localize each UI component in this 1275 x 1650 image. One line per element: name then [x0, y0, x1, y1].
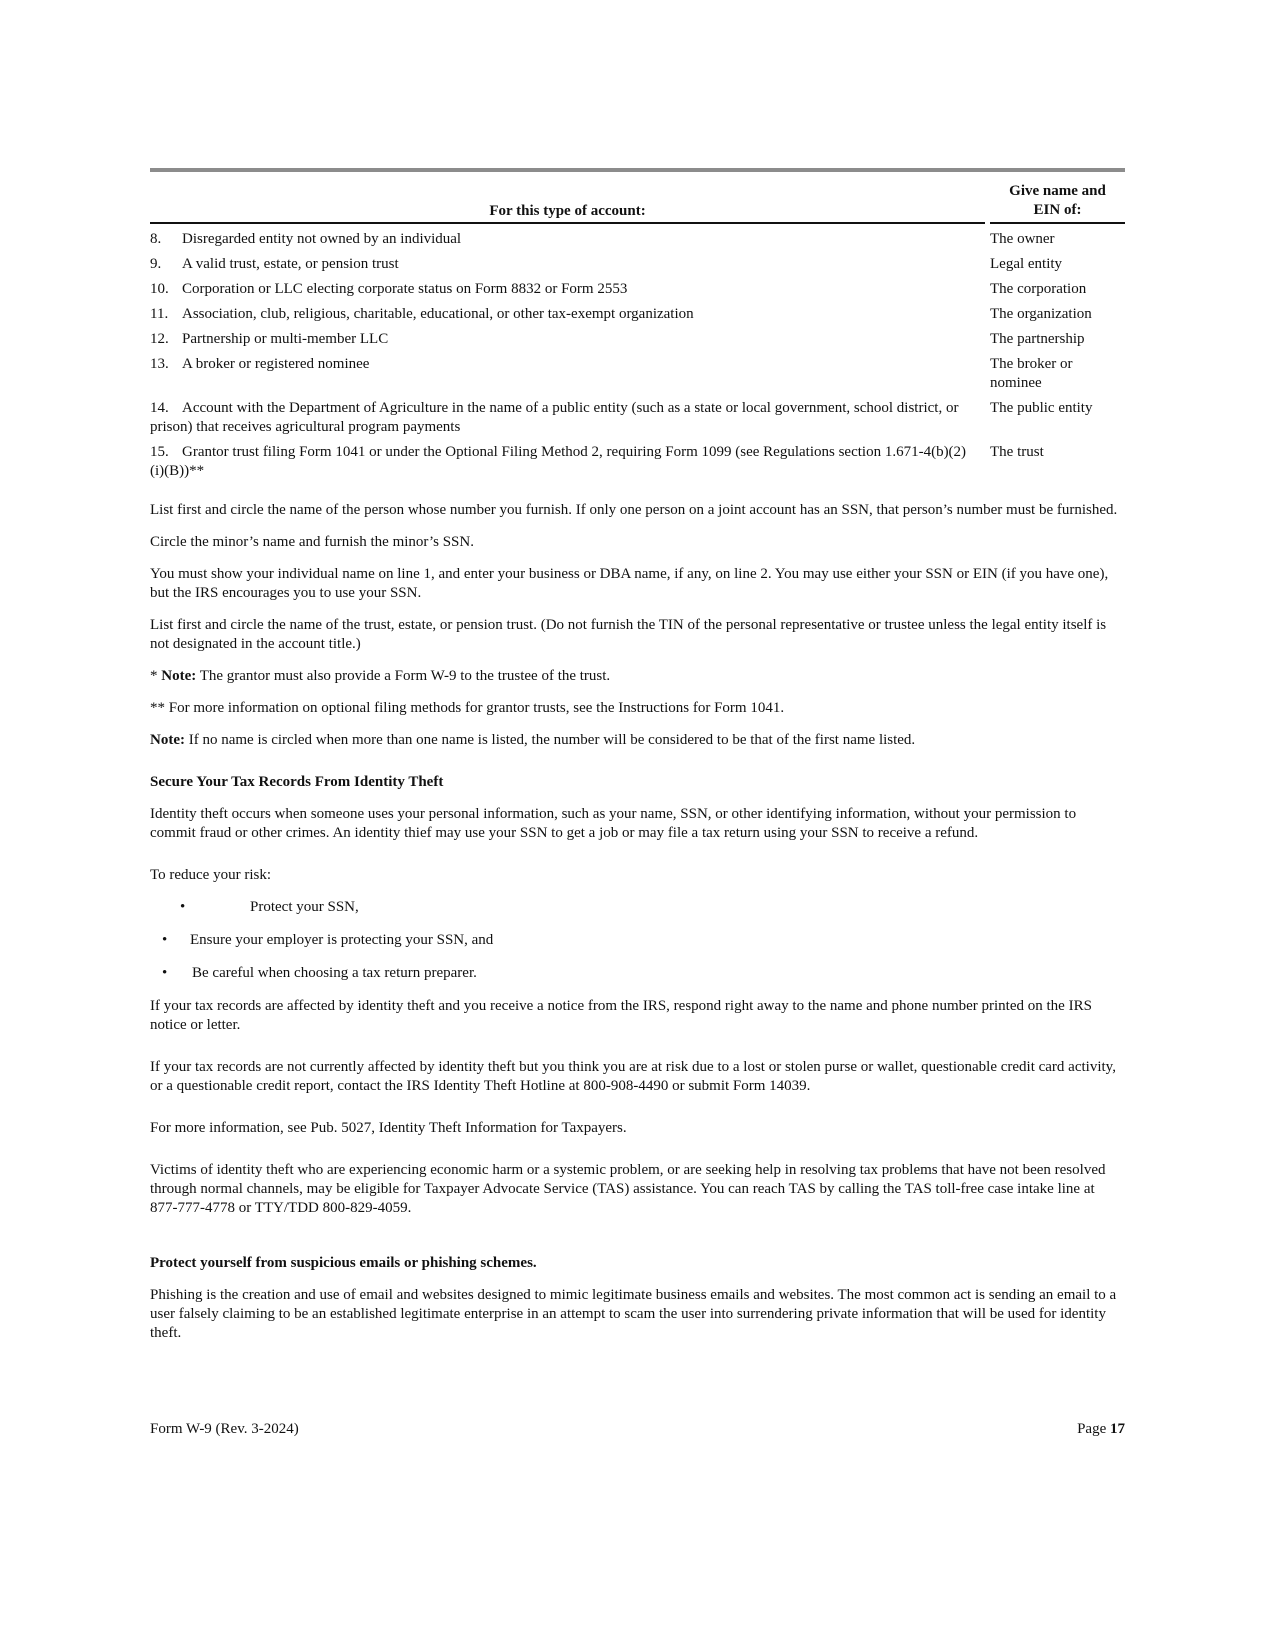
identity-theft-paragraph: Identity theft occurs when someone uses your personal information, such as your name, SSN, or other identifying information, without your permission to commit fraud or other crimes. An identity thief may use your SSN to get a job or may file a tax return using your SSN to receive a refund. [150, 806, 1077, 841]
page-word: Page [1077, 1421, 1107, 1437]
list-item [150, 931, 1125, 950]
give-name-cell: The organization [990, 306, 1092, 322]
account-type-cell [150, 443, 985, 481]
bullet-icon: • [180, 899, 186, 915]
give-name-cell: The partnership [990, 331, 1085, 347]
account-type-cell [150, 355, 985, 393]
hotline-paragraph: If your tax records are not currently affected by identity theft but you think you are at risk due to a lost or stolen purse or wallet, questionable credit card activity, or a questionable credit report, contact the IRS Identity Theft Hotline at 800-908-4490 or submit Form 14039. [150, 1059, 1116, 1094]
phishing-paragraph: Phishing is the creation and use of email and websites designed to mimic legitimate business emails and websites. The most common act is sending an email to a user falsely claiming to be an established legitimate enterprise in an attempt to scam the user into surrendering private information that will be used for identity theft. [150, 1287, 1117, 1341]
table-header [150, 172, 1125, 224]
row-number: 10. [150, 281, 169, 297]
tas-paragraph: Victims of identity theft who are experiencing economic harm or a systemic problem, or are seeking help in resolving tax problems that have not been resolved through normal channels, may be eligible for Taxpayer Advocate Service (TAS) assistance. You can reach TAS by calling the TAS toll-free case intake line at 877-777-4778 or TTY/TDD 800-829-4059. [150, 1162, 1106, 1216]
row-number: 13. [150, 356, 169, 372]
table-row [150, 305, 1125, 324]
give-name-cell: The public entity [990, 400, 1093, 416]
footnote-4: List first and circle the name of the trust, estate, or pension trust. (Do not furnish the TIN of the personal representative or trustee unless the legal entity itself is not designated in the account title.) [150, 617, 1107, 652]
row-number: 8. [150, 231, 162, 247]
give-name-cell: The corporation [990, 281, 1087, 297]
circled-name-note [150, 731, 1125, 750]
reduce-risk-intro: To reduce your risk: [150, 867, 271, 883]
asterisk-marker: * [150, 668, 162, 684]
table-row [150, 355, 1125, 393]
footnote-3: You must show your individual name on line 1, and enter your business or DBA name, if any, on line 2. You may use either your SSN or EIN (if you have one), but the IRS encourages you to use your SSN. [150, 566, 1109, 601]
note-label: Note: [161, 668, 197, 684]
list-item [150, 898, 1125, 917]
header-underline-left [150, 222, 985, 224]
account-type-header: For this type of account: [489, 203, 646, 219]
identity-theft-heading: Secure Your Tax Records From Identity Theft [150, 774, 444, 790]
give-name-cell: The owner [990, 231, 1055, 247]
account-type-cell [150, 230, 985, 249]
bullet-text: Ensure your employer is protecting your SSN, and [190, 932, 494, 948]
table-row [150, 443, 1125, 481]
risk-bullet-list [150, 898, 1125, 983]
give-name-cell: Legal entity [990, 256, 1063, 272]
table-row [150, 230, 1125, 249]
table-row [150, 255, 1125, 274]
header-underline-right [990, 222, 1125, 224]
give-name-header-line1: Give name and [1009, 183, 1106, 199]
table-row [150, 399, 1125, 437]
row-text: Disregarded entity not owned by an individual [182, 231, 462, 247]
give-name-header-line2: EIN of: [1033, 202, 1082, 218]
account-type-cell [150, 305, 985, 324]
pub-5027-paragraph: For more information, see Pub. 5027, Identity Theft Information for Taxpayers. [150, 1120, 627, 1136]
account-type-cell [150, 399, 985, 437]
account-table [150, 230, 1125, 481]
row-text: A valid trust, estate, or pension trust [182, 256, 399, 272]
row-text: Corporation or LLC electing corporate status on Form 8832 or Form 2553 [182, 281, 628, 297]
page-number-label [1077, 1420, 1125, 1439]
row-number: 12. [150, 331, 169, 347]
row-text: Partnership or multi-member LLC [182, 331, 389, 347]
circled-name-note-text: If no name is circled when more than one name is listed, the number will be considered to be that of the first name listed. [184, 732, 916, 748]
bullet-text: Be careful when choosing a tax return preparer. [192, 965, 477, 981]
give-name-header [990, 182, 1125, 220]
table-row [150, 330, 1125, 349]
row-text: Account with the Department of Agriculture in the name of a public entity (such as a state or local government, school district, or prison) that receives agricultural program payments [150, 400, 959, 435]
row-text: A broker or registered nominee [182, 356, 370, 372]
form-identifier: Form W-9 (Rev. 3-2024) [150, 1421, 299, 1437]
row-number: 14. [150, 400, 169, 416]
row-number: 9. [150, 256, 162, 272]
list-item [150, 964, 1125, 983]
footnote-2: Circle the minor’s name and furnish the minor’s SSN. [150, 534, 474, 550]
affected-records-paragraph: If your tax records are affected by identity theft and you receive a notice from the IRS, respond right away to the name and phone number printed on the IRS notice or letter. [150, 998, 1092, 1033]
account-type-cell [150, 280, 985, 299]
row-text: Grantor trust filing Form 1041 or under the Optional Filing Method 2, requiring Form 1099 (see Regulations section 1.671-4(b)(2)(i)(B))** [150, 444, 967, 479]
grantor-note [150, 667, 1125, 686]
account-type-cell [150, 255, 985, 274]
account-type-cell [150, 330, 985, 349]
bullet-icon: • [162, 965, 168, 981]
note-label: Note: [150, 732, 185, 748]
row-text: Association, club, religious, charitable, educational, or other tax-exempt organization [182, 306, 694, 322]
document-page [150, 168, 1125, 1356]
row-number: 11. [150, 306, 169, 322]
give-name-cell: The broker or nominee [990, 356, 1073, 391]
grantor-note-text: The grantor must also provide a Form W-9 to the trustee of the trust. [196, 668, 611, 684]
table-footnotes [150, 501, 1125, 750]
row-number: 15. [150, 444, 169, 460]
bullet-icon: • [162, 932, 168, 948]
page-footer [150, 1420, 1125, 1439]
give-name-cell: The trust [990, 444, 1044, 460]
phishing-heading: Protect yourself from suspicious emails or phishing schemes. [150, 1255, 537, 1271]
optional-filing-note: ** For more information on optional filing methods for grantor trusts, see the Instructions for Form 1041. [150, 700, 785, 716]
table-row [150, 280, 1125, 299]
bullet-text: Protect your SSN, [250, 899, 359, 915]
page-number: 17 [1110, 1421, 1125, 1437]
footnote-1: List first and circle the name of the person whose number you furnish. If only one person on a joint account has an SSN, that person’s number must be furnished. [150, 502, 1118, 518]
